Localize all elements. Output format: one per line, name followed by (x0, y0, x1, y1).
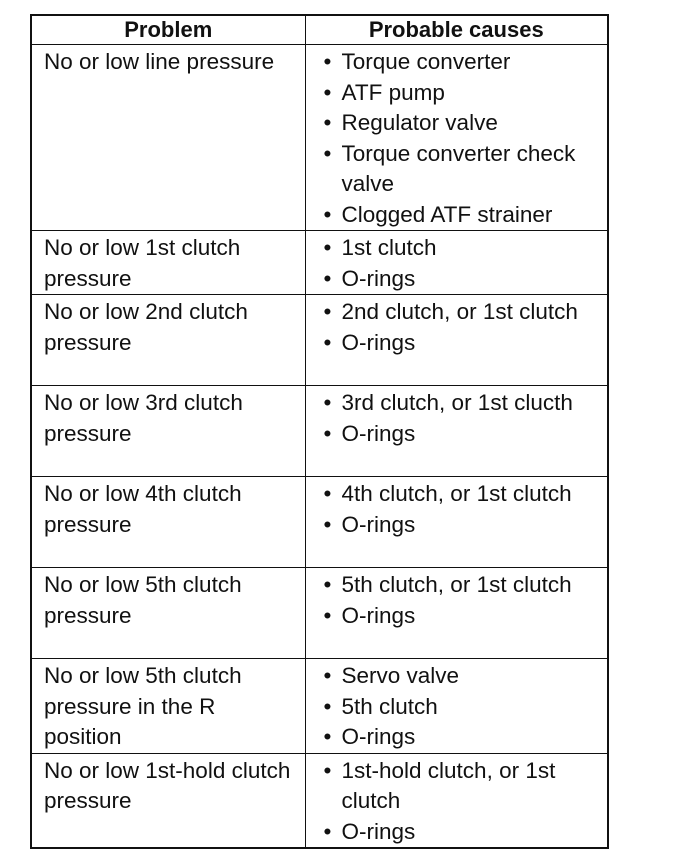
problem-cell: No or low line pressure (31, 45, 305, 231)
cause-item (306, 264, 604, 295)
troubleshooting-table (30, 14, 609, 849)
cause-text: Servo valve (341, 663, 460, 688)
cause-text: 4th clutch, or 1st clutch (341, 481, 572, 506)
bullet-icon: • (323, 481, 332, 506)
bullet-icon: • (323, 265, 332, 291)
problem-cell: No or low 1st-hold clutch pressure (31, 753, 305, 848)
problem-column-header: Problem (31, 15, 305, 45)
bullet-icon: • (323, 79, 332, 105)
table-row (31, 231, 608, 295)
cause-text: 2nd clutch, or 1st clutch (341, 299, 578, 324)
bullet-icon: • (323, 329, 332, 355)
causes-cell (305, 659, 608, 754)
cause-item (306, 661, 604, 692)
bullet-icon: • (323, 757, 332, 783)
cause-text: 1st clutch (341, 235, 437, 260)
problem-cell: No or low 5th clutch pressure in the R position (31, 659, 305, 754)
problem-cell: No or low 5th clutch pressure (31, 568, 305, 659)
bullet-icon: • (323, 49, 332, 74)
bullet-icon: • (323, 511, 332, 537)
causes-cell (305, 753, 608, 848)
bullet-icon: • (323, 235, 332, 260)
cause-text: ATF pump (341, 79, 445, 105)
problem-cell: No or low 2nd clutch pressure (31, 295, 305, 386)
cause-item (306, 233, 604, 264)
table-row (31, 45, 608, 231)
cause-item (306, 47, 604, 78)
cause-item (306, 139, 604, 200)
cause-item (306, 510, 604, 541)
cause-item (306, 297, 604, 328)
cause-list (306, 47, 604, 230)
problem-cell: No or low 1st clutch pressure (31, 231, 305, 295)
bullet-icon: • (323, 110, 332, 135)
bullet-icon: • (323, 140, 332, 166)
cause-text: O-rings (341, 818, 416, 844)
bullet-icon: • (323, 390, 332, 415)
table-row (31, 477, 608, 568)
bullet-icon: • (323, 693, 332, 719)
cause-item (306, 78, 604, 109)
bullet-icon: • (323, 572, 332, 597)
causes-cell (305, 477, 608, 568)
cause-text: O-rings (341, 420, 416, 446)
cause-item (306, 200, 604, 231)
cause-text: 3rd clutch, or 1st clucth (341, 390, 573, 415)
cause-text: 1st-hold clutch, or 1st clutch (341, 757, 556, 813)
cause-text: Torque converter (341, 49, 511, 74)
cause-text: Clogged ATF strainer (341, 201, 553, 227)
problem-cell: No or low 3rd clutch pressure (31, 386, 305, 477)
cause-text: Torque converter check valve (341, 140, 576, 196)
table-row (31, 386, 608, 477)
table-row (31, 295, 608, 386)
causes-cell (305, 295, 608, 386)
cause-item (306, 108, 604, 139)
cause-list (306, 388, 604, 449)
cause-list (306, 233, 604, 294)
causes-cell (305, 45, 608, 231)
causes-cell (305, 568, 608, 659)
causes-cell (305, 386, 608, 477)
header-row (31, 15, 608, 45)
table-row (31, 753, 608, 848)
cause-item (306, 756, 604, 817)
bullet-icon: • (323, 663, 332, 688)
cause-text: O-rings (341, 329, 416, 355)
cause-text: 5th clutch, or 1st clutch (341, 572, 572, 597)
problem-cell: No or low 4th clutch pressure (31, 477, 305, 568)
cause-item (306, 479, 604, 510)
cause-item (306, 419, 604, 450)
cause-list (306, 479, 604, 540)
cause-text: 5th clutch (341, 693, 438, 719)
bullet-icon: • (323, 201, 332, 227)
cause-item (306, 570, 604, 601)
cause-list (306, 661, 604, 753)
bullet-icon: • (323, 602, 332, 628)
bullet-icon: • (323, 724, 332, 749)
cause-item (306, 328, 604, 359)
cause-list (306, 570, 604, 631)
causes-cell (305, 231, 608, 295)
cause-item (306, 817, 604, 848)
cause-text: O-rings (341, 602, 416, 628)
bullet-icon: • (323, 299, 332, 324)
cause-item (306, 722, 604, 753)
cause-item (306, 601, 604, 632)
bullet-icon: • (323, 420, 332, 446)
bullet-icon: • (323, 818, 332, 844)
cause-item (306, 388, 604, 419)
causes-column-header: Probable causes (305, 15, 608, 45)
cause-text: O-rings (341, 265, 416, 291)
cause-text: O-rings (341, 724, 416, 749)
cause-text: Regulator valve (341, 110, 498, 135)
table-row (31, 568, 608, 659)
cause-list (306, 756, 604, 848)
cause-item (306, 692, 604, 723)
cause-list (306, 297, 604, 358)
cause-text: O-rings (341, 511, 416, 537)
table-row (31, 659, 608, 754)
